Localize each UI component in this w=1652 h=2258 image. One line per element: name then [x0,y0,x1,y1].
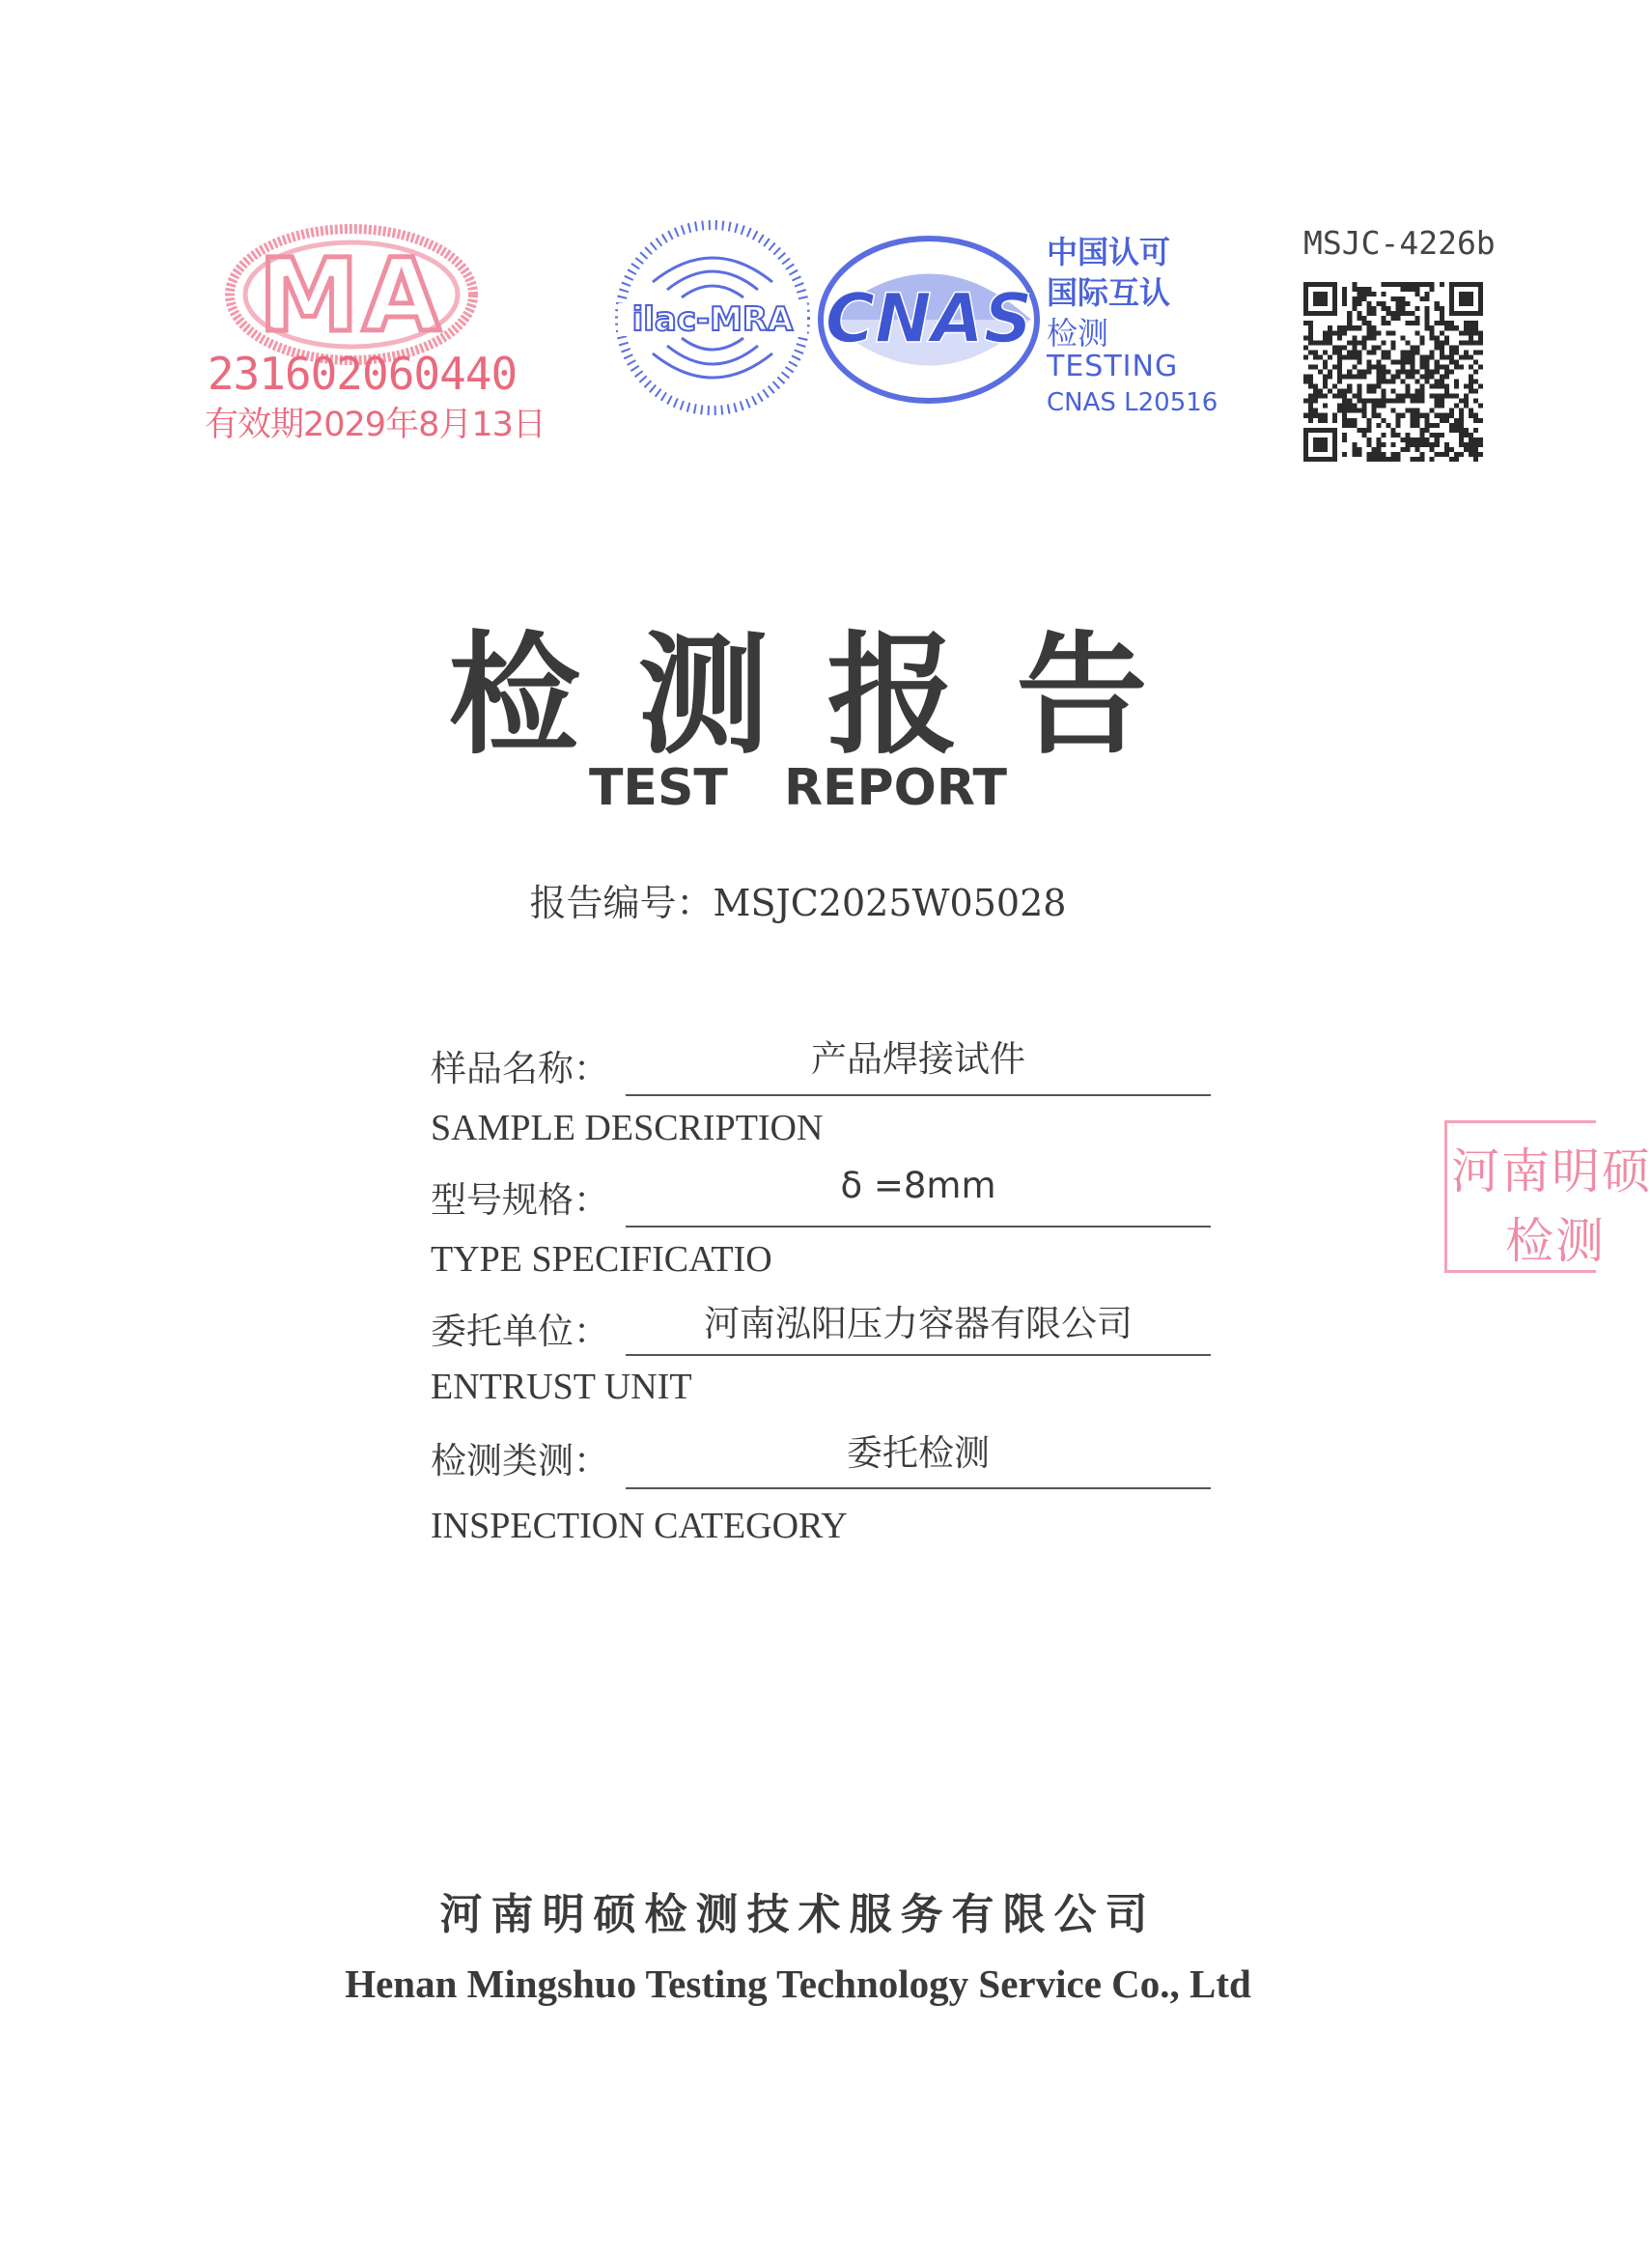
entrust-unit-value: 河南泓阳压力容器有限公司 [704,1303,1133,1344]
cnas-logo [813,228,1045,411]
inspection-category-label: 检测类测： [431,1440,609,1482]
sample-name-line [626,1094,1211,1096]
qr-code-icon [1303,280,1483,464]
cnas-accreditation-cn: 中国认可 [1047,234,1171,270]
cnas-mutual-recognition-cn: 国际互认 [1047,274,1171,311]
type-spec-line [626,1226,1211,1228]
entrust-unit-label: 委托单位： [431,1311,609,1352]
seal-stamp-line2: 检测 [1505,1213,1606,1269]
type-spec-value: δ =8mm [840,1165,996,1206]
seal-stamp [1444,1120,1652,1273]
cnas-testing-en: TESTING [1047,350,1179,383]
sample-name-label: 样品名称： [431,1048,609,1089]
inspection-category-en-label: INSPECTION CATEGORY [431,1506,848,1546]
company-name-en: Henan Mingshuo Testing Technology Service Co., Ltd [345,1962,1251,2006]
cnas-logo-text: CNAS [825,279,1033,358]
cma-logo [224,222,479,367]
ilac-logo-text: ilac-MRA [631,300,794,339]
seal-stamp-line1: 河南明硕 [1451,1143,1652,1200]
cma-validity: 有效期2029年8月13日 [205,406,546,444]
type-specification-label: TYPE SPECIFICATIO [431,1239,772,1280]
inspection-category-line [626,1487,1211,1489]
report-code: MSJC-4226b [1303,224,1496,262]
report-number-label: 报告编号： [529,882,714,924]
sample-name-value: 产品焊接试件 [811,1038,1025,1080]
report-number-value: MSJC2025W05028 [713,882,1067,924]
entrust-unit-en-label: ENTRUST UNIT [431,1367,692,1407]
report-number [0,873,1596,926]
entrust-unit-line [626,1354,1211,1356]
type-spec-label: 型号规格： [431,1179,609,1221]
title-en: TEST REPORT [588,759,1008,817]
cnas-testing-cn: 检测 [1047,315,1109,352]
company-name-cn: 河南明硕检测技术服务有限公司 [439,1890,1157,1939]
title-cn: 检测报告 [448,620,1206,773]
ilac-mra-logo [614,214,811,421]
cnas-number: CNAS L20516 [1047,388,1218,417]
cma-number: 231602060440 [207,348,518,400]
inspection-category-value: 委托检测 [847,1432,990,1474]
cma-logo-text: MA [259,237,444,354]
sample-description-label: SAMPLE DESCRIPTION [431,1108,824,1148]
